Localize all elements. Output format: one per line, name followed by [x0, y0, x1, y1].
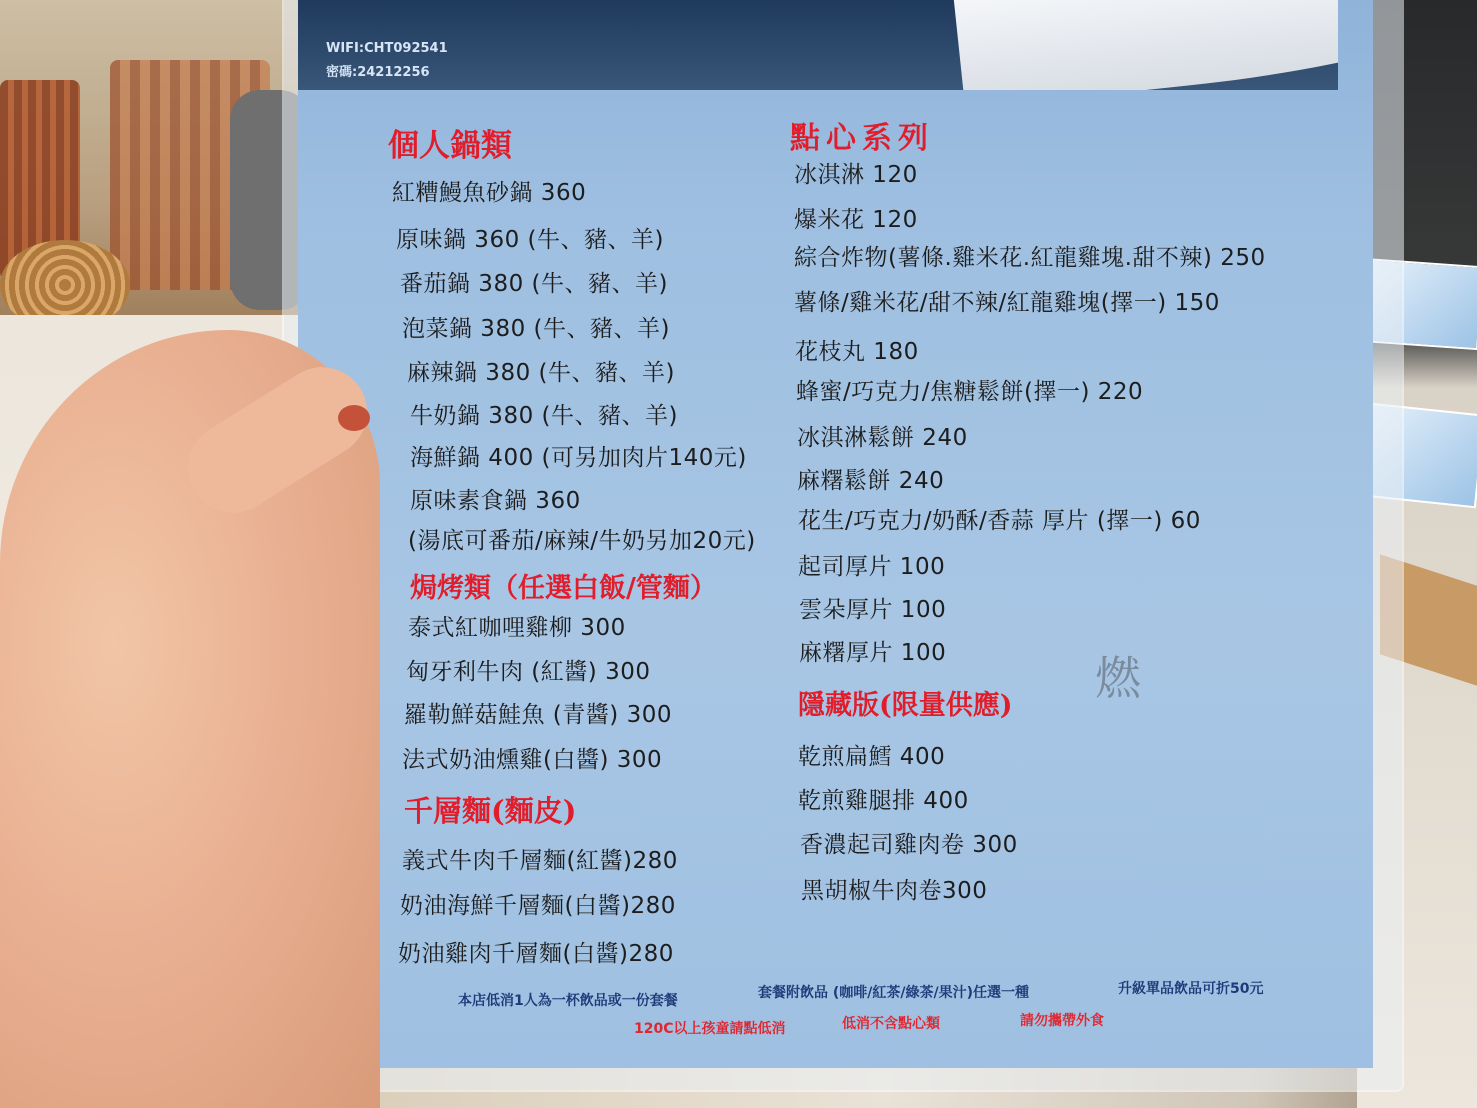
menu-item: 番茄鍋 380 (牛、豬、羊)	[400, 271, 668, 297]
menu-item: 花生/巧克力/奶酥/香蒜 厚片 (擇一) 60	[798, 508, 1201, 534]
menu-item: 綜合炸物(薯條.雞米花.紅龍雞塊.甜不辣) 250	[794, 245, 1266, 271]
menu-item: 黑胡椒牛肉卷300	[801, 878, 988, 904]
menu-item: 羅勒鮮菇鮭魚 (青醬) 300	[404, 702, 672, 728]
section-title-lasagna: 千層麵(麵皮)	[404, 794, 577, 828]
menu-item: 蜂蜜/巧克力/焦糖鬆餅(擇一) 220	[796, 379, 1144, 405]
footer-note: 本店低消1人為一杯飲品或一份套餐	[458, 993, 678, 1009]
menu-item: 花枝丸 180	[795, 339, 919, 365]
footer-warning: 請勿攜帶外食	[1020, 1013, 1104, 1029]
section-title-hotpot: 個人鍋類	[388, 128, 512, 164]
menu-item: 爆米花 120	[794, 207, 918, 233]
menu-item: 起司厚片 100	[798, 554, 946, 580]
menu-item: 牛奶鍋 380 (牛、豬、羊)	[410, 403, 678, 429]
ship-hull	[954, 0, 1338, 90]
footer-warning: 120C以上孩童請點低消	[634, 1021, 786, 1037]
menu-item: 香濃起司雞肉卷 300	[800, 832, 1018, 858]
menu-note: (湯底可番茄/麻辣/牛奶另加20元)	[408, 528, 756, 554]
footer-note: 套餐附飲品 (咖啡/紅茶/綠茶/果汁)任選一種	[758, 985, 1030, 1001]
menu-item: 泰式紅咖哩雞柳 300	[408, 615, 626, 641]
wifi-password: 密碼:24212256	[326, 65, 430, 80]
menu-item: 泡菜鍋 380 (牛、豬、羊)	[402, 316, 670, 342]
menu-item: 乾煎扁鱈 400	[798, 744, 946, 770]
menu-item: 奶油雞肉千層麵(白醬)280	[398, 941, 674, 967]
menu-item: 法式奶油燻雞(白醬) 300	[402, 747, 663, 773]
cruise-ship-photo	[298, 0, 1338, 90]
footer-warning: 低消不含點心類	[842, 1016, 940, 1032]
menu-item: 麻糬厚片 100	[799, 640, 947, 666]
menu-item: 乾煎雞腿排 400	[798, 788, 969, 814]
fingernail	[338, 405, 370, 431]
menu-item: 冰淇淋 120	[794, 162, 918, 188]
wifi-info	[326, 37, 448, 85]
footer-note: 升級單品飲品可折50元	[1118, 981, 1264, 997]
menu-item: 紅糟鰻魚砂鍋 360	[392, 180, 587, 206]
section-title-gratin: 焗烤類（任選白飯/管麵）	[410, 573, 717, 604]
menu-item: 薯條/雞米花/甜不辣/紅龍雞塊(擇一) 150	[794, 290, 1220, 316]
pencil-handwriting: 燃	[1095, 651, 1141, 705]
menu-item: 義式牛肉千層麵(紅醬)280	[402, 848, 678, 874]
wifi-ssid: WIFI:CHT092541	[326, 41, 448, 56]
section-title-snacks: 點心系列	[790, 121, 934, 156]
menu-item: 原味鍋 360 (牛、豬、羊)	[396, 227, 664, 253]
menu-item: 海鮮鍋 400 (可另加肉片140元)	[410, 445, 747, 471]
section-title-hidden-menu: 隱藏版(限量供應)	[798, 690, 1013, 721]
menu-item: 匈牙利牛肉 (紅醬) 300	[406, 659, 651, 685]
menu-item: 奶油海鮮千層麵(白醬)280	[400, 893, 676, 919]
menu-item: 麻糬鬆餅 240	[797, 468, 945, 494]
menu-item: 雲朵厚片 100	[799, 597, 947, 623]
menu-item: 麻辣鍋 380 (牛、豬、羊)	[407, 360, 675, 386]
menu-item: 冰淇淋鬆餅 240	[797, 425, 968, 451]
menu-item: 原味素食鍋 360	[410, 488, 581, 514]
